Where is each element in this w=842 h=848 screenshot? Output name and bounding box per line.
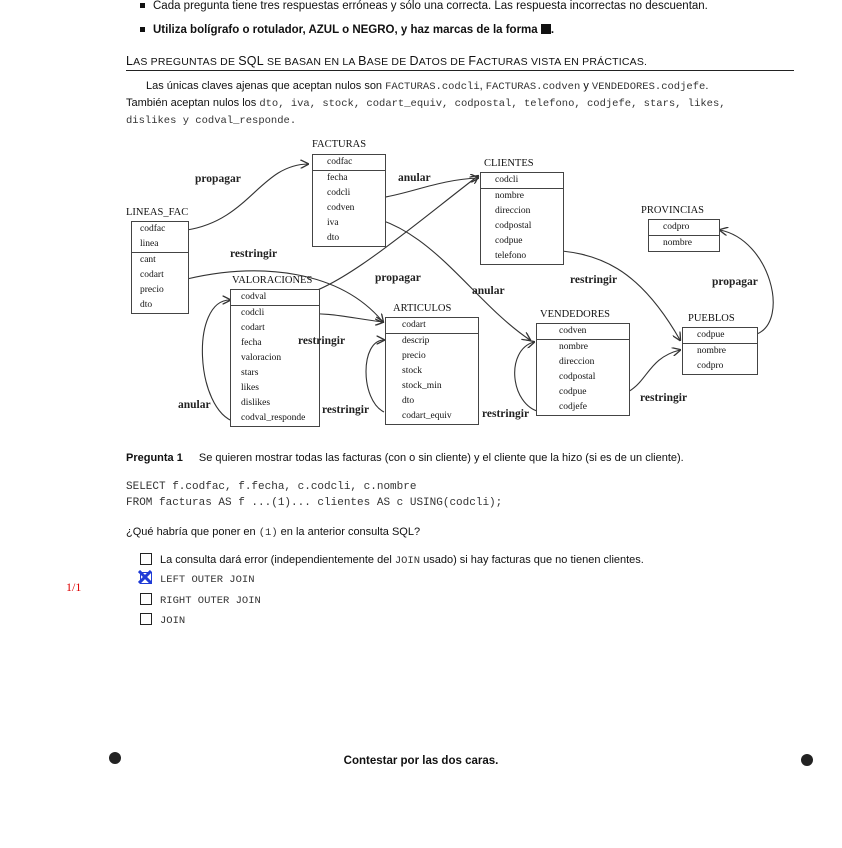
entity-articulos (385, 317, 479, 425)
entity-title-pueblos: PUEBLOS (688, 313, 735, 324)
field: nombre (559, 342, 589, 352)
field: codart (402, 320, 426, 330)
field: codpue (697, 330, 725, 340)
question-1 (126, 452, 684, 464)
entity-title-clientes: CLIENTES (484, 158, 534, 169)
entity-title-vendedores: VENDEDORES (540, 309, 610, 320)
question-prompt: ¿Qué habría que poner en (1) en la anterior consulta SQL? (126, 526, 421, 539)
field: nombre (697, 346, 727, 356)
field: dto (327, 233, 340, 243)
field: codpue (559, 387, 587, 397)
entity-title-provincias: PROVINCIAS (641, 205, 705, 216)
question-text: Se quieren mostrar todas las facturas (con o sin cliente) y el cliente que la hizo (si es de un cliente). (198, 452, 684, 464)
sql-code-line-1: SELECT f.codfac, f.fecha, c.codcli, c.nombre (126, 481, 417, 493)
checkbox-checked[interactable] (140, 572, 152, 584)
field: codart (241, 323, 265, 333)
field: codcli (495, 175, 519, 185)
field: codpro (663, 222, 690, 232)
checkbox[interactable] (140, 613, 152, 625)
entity-clientes (480, 172, 564, 265)
field: cant (140, 255, 156, 265)
field: codven (327, 203, 355, 213)
score-mark: 1/1 (66, 580, 82, 594)
rel-label-restringir: restringir (298, 335, 346, 347)
field: nombre (495, 191, 525, 201)
entity-facturas (312, 154, 386, 247)
entity-title-valoraciones: VALORACIONES (232, 275, 313, 286)
entity-valoraciones (230, 289, 320, 427)
arrow-articulos-self (366, 340, 384, 412)
field: linea (140, 239, 159, 249)
entity-lineas-fac (131, 221, 189, 314)
sql-code-line-2: FROM facturas AS f ...(1)... clientes AS c USING(codcli); (126, 497, 503, 509)
rel-label-restringir: restringir (640, 392, 688, 404)
answer-option-2[interactable]: LEFT OUTER JOIN (140, 572, 255, 586)
field: valoracion (241, 353, 282, 363)
field: likes (241, 383, 259, 393)
instruction-text-2: Utiliza bolígrafo o rotulador, AZUL o NEGRO, y haz marcas de la forma (153, 24, 538, 36)
rel-label-anular: anular (472, 285, 505, 297)
entity-provincias (648, 219, 720, 252)
entity-keys (313, 155, 385, 171)
answer-option-1[interactable]: La consulta dará error (independientemente del JOIN usado) si hay facturas que no tienen clientes. (140, 553, 644, 567)
field: iva (327, 218, 339, 228)
field: codcli (327, 188, 351, 198)
field: dto (140, 300, 153, 310)
rel-label-propagar: propagar (375, 272, 421, 284)
rel-label-restringir: restringir (230, 248, 278, 260)
field: codval (241, 292, 267, 302)
field: stock_min (402, 381, 442, 391)
field: telefono (495, 251, 527, 261)
checkbox[interactable] (140, 553, 152, 565)
field: nombre (663, 238, 693, 248)
instruction-bullet-2: Utiliza bolígrafo o rotulador, AZUL o NEGRO, y haz marcas de la forma . (140, 24, 554, 36)
section-title: LAS PREGUNTAS DE SQL SE BASAN EN LA BASE DE DATOS DE FACTURAS VISTA EN PRÁCTICAS. (126, 54, 648, 68)
field: codcli (241, 308, 265, 318)
field: codpostal (495, 221, 532, 231)
field: fecha (241, 338, 262, 348)
field: descrip (402, 336, 430, 346)
field: fecha (327, 173, 348, 183)
field: codart (140, 270, 164, 280)
checkbox[interactable] (140, 593, 152, 605)
intro-paragraph: Las únicas claves ajenas que aceptan nulos son FACTURAS.codcli, FACTURAS.codven y VENDEDORES.codjefe. También aceptan nulos los dto, iva, stock, codart_equiv, codpostal, telefono, codjefe, stars, likes, dislikes y codval_responde. (126, 80, 726, 127)
field: direccion (495, 206, 531, 216)
field: direccion (559, 357, 595, 367)
entity-pueblos (682, 327, 758, 375)
field: precio (140, 285, 164, 295)
field: stars (241, 368, 259, 378)
field: codven (559, 326, 587, 336)
field-codfac: codfac (327, 157, 353, 167)
instruction-text-1: Cada pregunta tiene tres respuestas erróneas y sólo una correcta. Las respuesta incorrectas no descuentan. (153, 0, 708, 12)
field: stock (402, 366, 423, 376)
field: codfac (140, 224, 166, 234)
footer-text: Contestar por las dos caras. (343, 755, 499, 767)
rel-label-restringir: restringir (482, 408, 530, 420)
field: codpue (495, 236, 523, 246)
question-number: Pregunta 1 (126, 452, 183, 464)
field: codpro (697, 361, 724, 371)
entity-title-lineas-fac: LINEAS_FAC (126, 207, 189, 218)
field: codjefe (559, 402, 587, 412)
answer-option-3[interactable]: RIGHT OUTER JOIN (140, 593, 261, 607)
entity-title-articulos: ARTICULOS (393, 303, 452, 314)
field: precio (402, 351, 426, 361)
field: codpostal (559, 372, 596, 382)
field: dislikes (241, 398, 271, 408)
rel-label-anular: anular (398, 172, 431, 184)
field: dto (402, 396, 415, 406)
answer-option-4[interactable]: JOIN (140, 613, 185, 627)
rel-label-anular: anular (178, 399, 211, 411)
check-x-icon (138, 570, 152, 584)
rel-label-propagar: propagar (712, 276, 758, 288)
rel-label-restringir: restringir (570, 274, 618, 286)
rel-label-propagar: propagar (195, 173, 241, 185)
rel-label-restringir: restringir (322, 404, 370, 416)
entity-title-facturas: FACTURAS (312, 139, 367, 150)
entity-vendedores (536, 323, 630, 416)
field: codart_equiv (402, 411, 452, 421)
field: codval_responde (241, 413, 306, 423)
